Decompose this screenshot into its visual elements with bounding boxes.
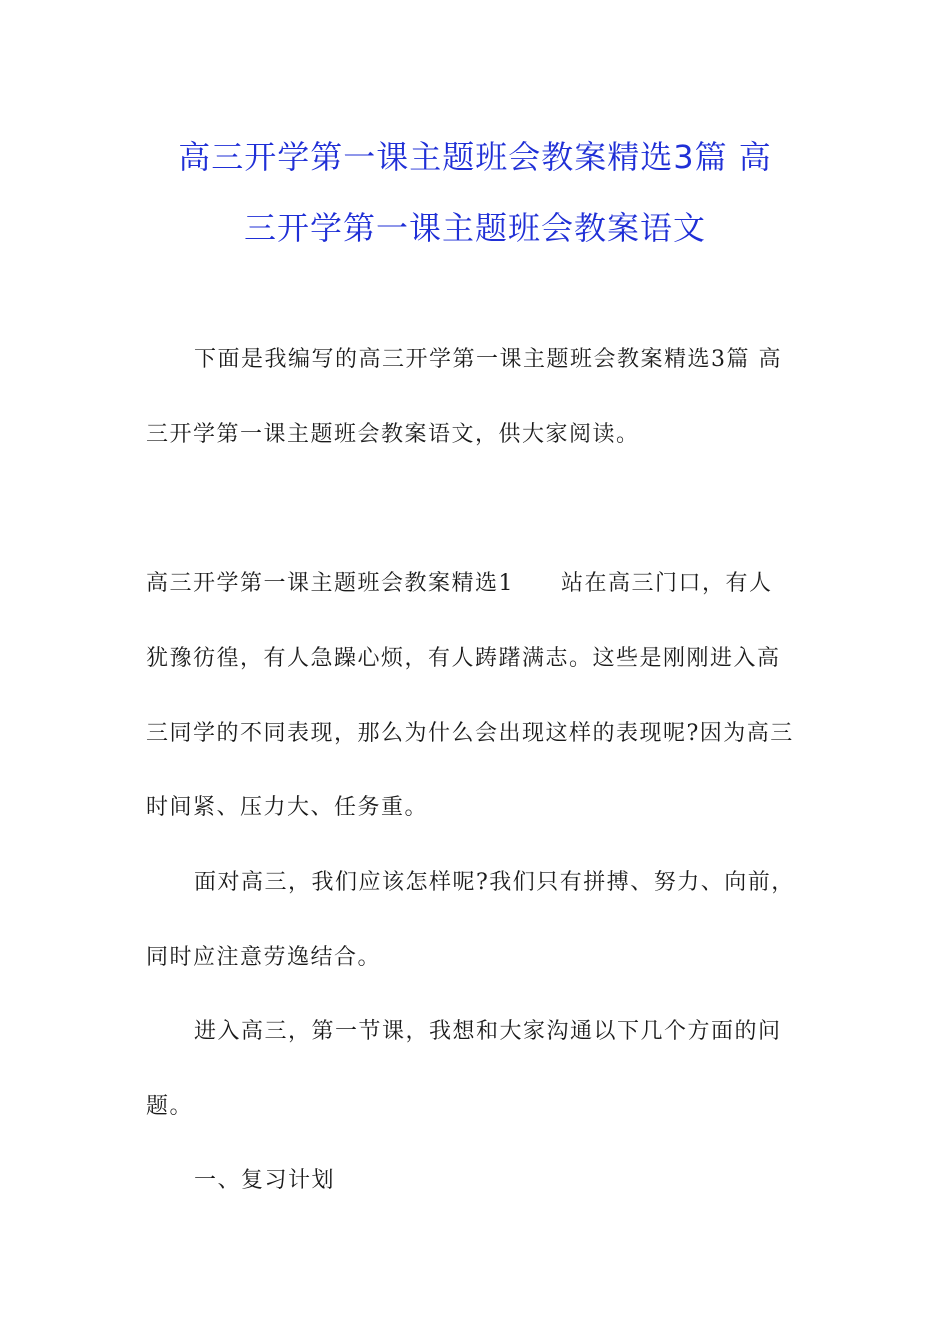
body-line-8: 题。: [146, 1094, 194, 1119]
body-line-2: 犹豫彷徨，有人急躁心烦，有人踌躇满志。这些是刚刚进入高: [146, 646, 781, 671]
body-line-5: 面对高三，我们应该怎样呢?我们只有拼搏、努力、向前，: [194, 870, 795, 895]
body-line-4: 时间紧、压力大、任务重。: [146, 795, 429, 820]
body-line-1: 高三开学第一课主题班会教案精选1 站在高三门口，有人: [146, 571, 773, 596]
intro-line-2: 三开学第一课主题班会教案语文，供大家阅读。: [146, 422, 640, 447]
body-line-6: 同时应注意劳逸结合。: [146, 945, 382, 970]
section-heading: 一、复习计划: [194, 1168, 336, 1193]
document-title-line-2: 三开学第一课主题班会教案语文: [243, 209, 706, 247]
body-line-7: 进入高三，第一节课，我想和大家沟通以下几个方面的问: [194, 1019, 782, 1044]
intro-line-1: 下面是我编写的高三开学第一课主题班会教案精选3篇 高: [194, 347, 782, 372]
document-title-line-1: 高三开学第一课主题班会教案精选3篇 高: [178, 138, 772, 176]
body-line-3: 三同学的不同表现，那么为什么会出现这样的表现呢?因为高三: [146, 721, 794, 746]
